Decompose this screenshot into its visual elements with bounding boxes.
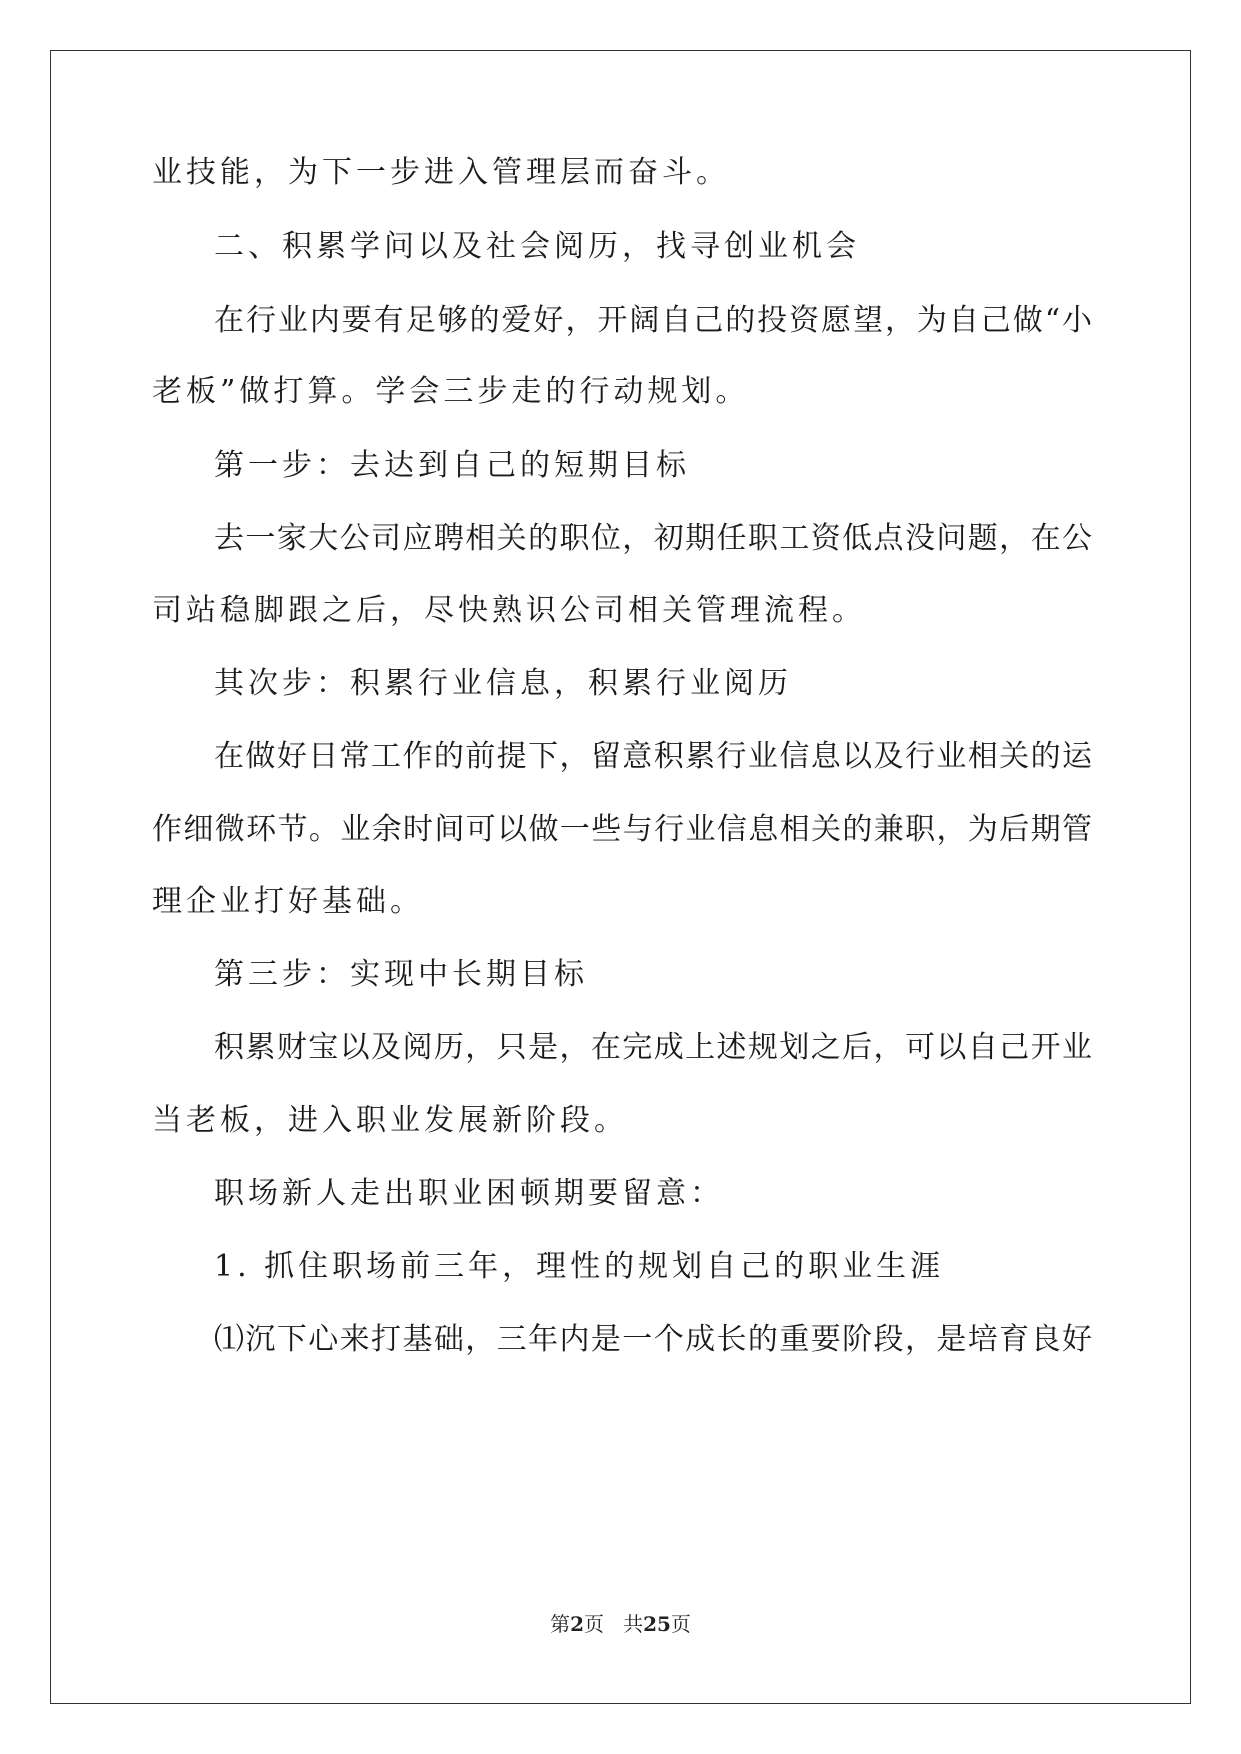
page-number-footer — [0, 1612, 1241, 1636]
paragraph-line: 去一家大公司应聘相关的职位，初期任职工资低点没问题，在公 — [214, 521, 1092, 556]
footer-total-unit: 页 — [670, 1612, 691, 1636]
step-heading: 其次步：积累行业信息，积累行业阅历 — [214, 666, 792, 701]
paragraph-line: 在做好日常工作的前提下，留意积累行业信息以及行业相关的运 — [214, 739, 1092, 774]
paragraph-line: 职场新人走出职业困顿期要留意： — [214, 1176, 724, 1211]
paragraph-line: 司站稳脚跟之后，尽快熟识公司相关管理流程。 — [152, 593, 866, 628]
paragraph-line: 在行业内要有足够的爱好，开阔自己的投资愿望，为自己做“小 — [214, 303, 1092, 338]
footer-prefix: 第 — [550, 1612, 571, 1636]
section-heading: 二、积累学问以及社会阅历，找寻创业机会 — [214, 229, 860, 264]
paragraph-line: 积累财宝以及阅历，只是，在完成上述规划之后，可以自己开业 — [214, 1030, 1092, 1065]
footer-page-unit: 页 — [584, 1612, 604, 1636]
step-heading: 第一步：去达到自己的短期目标 — [214, 448, 690, 483]
step-heading: 第三步：实现中长期目标 — [214, 957, 588, 992]
paragraph-line: 业技能，为下一步进入管理层而奋斗。 — [152, 155, 730, 190]
paragraph-line: 作细微环节。业余时间可以做一些与行业信息相关的兼职，为后期管 — [152, 812, 1092, 847]
paragraph-line: ⑴沉下心来打基础，三年内是一个成长的重要阶段，是培育良好 — [214, 1322, 1092, 1357]
footer-total-prefix: 共 — [623, 1612, 644, 1636]
paragraph-line: 理企业打好基础。 — [152, 884, 424, 919]
total-pages-number: 25 — [643, 1612, 671, 1636]
list-item-heading: 1. 抓住职场前三年，理性的规划自己的职业生涯 — [214, 1249, 945, 1284]
page-border — [50, 50, 1191, 1704]
current-page-number: 2 — [570, 1612, 584, 1636]
paragraph-line: 当老板，进入职业发展新阶段。 — [152, 1103, 628, 1138]
paragraph-line: 老板”做打算。学会三步走的行动规划。 — [152, 374, 750, 409]
